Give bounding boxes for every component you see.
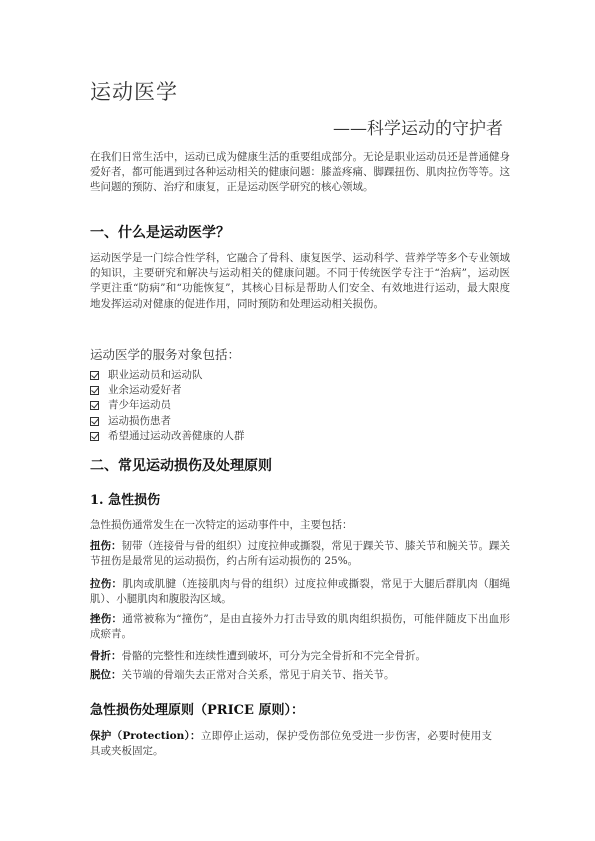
document-title: 运动医学	[90, 80, 178, 104]
document-subtitle: ——科学运动的守护者	[333, 119, 503, 139]
injury-sprain: 扭伤：韧带（连接骨与骨的组织）过度拉伸或撕裂，常见于踝关节、膝关节和腕关节。踝关节扭伤是最常见的运动损伤，约占所有运动损伤的 25%。	[90, 540, 510, 568]
acute-injury-heading: 1. 急性损伤	[90, 493, 161, 508]
checkbox-icon	[90, 401, 99, 410]
list-item: 希望通过运动改善健康的人群	[90, 429, 245, 444]
injury-dislocation: 脱位：关节端的骨端失去正常对合关系，常见于肩关节、指关节。	[90, 669, 395, 681]
list-item: 职业运动员和运动队	[90, 368, 245, 383]
injury-contusion: 挫伤：通常被称为“撞伤”，是由直接外力打击导致的肌肉组织损伤，可能伴随皮下出血形成瘀青。	[90, 613, 511, 641]
checkbox-icon	[90, 432, 99, 441]
injury-fracture: 骨折：骨骼的完整性和连续性遭到破坏，可分为完全骨折和不完全骨折。	[90, 650, 426, 662]
price-principle-heading: 急性损伤处理原则（PRICE 原则）：	[90, 703, 304, 718]
list-item: 业余运动爱好者	[90, 383, 245, 398]
list-item: 青少年运动员	[90, 398, 245, 413]
checkbox-icon	[90, 371, 99, 380]
acute-injury-intro: 急性损伤通常发生在一次特定的运动事件中，主要包括：	[90, 519, 353, 531]
service-lead: 运动医学的服务对象包括：	[90, 347, 241, 362]
injury-strain: 拉伤：肌肉或肌腱（连接肌肉与骨的组织）过度拉伸或撕裂，常见于大腿后群肌肉（腘绳肌）、小腿肌肉和腹股沟区域。	[90, 578, 511, 606]
list-item: 运动损伤患者	[90, 414, 245, 429]
price-protection: 保护（Protection）：立即停止运动，保护受伤部位免受进一步伤害，必要时使用支具或夹板固定。	[90, 730, 493, 758]
checkbox-icon	[90, 386, 99, 395]
section2-heading: 二、常见运动损伤及处理原则	[90, 458, 272, 474]
section1-body: 运动医学是一门综合性学科，它融合了骨科、康复医学、运动科学、营养学等多个专业领域的知识，主要研究和解决与运动相关的健康问题。不同于传统医学专注于“治病”，运动医学更注重“防病”和“功能恢复”，其核心目标是帮助人们安全、有效地进行运动，最大限度地发挥运动对健康的促进作用，同时预防和处理运动相关损伤。	[90, 252, 510, 310]
intro-paragraph: 在我们日常生活中，运动已成为健康生活的重要组成部分。无论是职业运动员还是普通健身爱好者，都可能遇到过各种运动相关的健康问题：膝盖疼痛、脚踝扭伤、肌肉拉伤等等。这些问题的预防、治疗和康复，正是运动医学研究的核心领域。	[90, 151, 510, 194]
section1-heading: 一、什么是运动医学？	[90, 225, 230, 241]
checkbox-icon	[90, 417, 99, 426]
service-list	[90, 368, 245, 444]
